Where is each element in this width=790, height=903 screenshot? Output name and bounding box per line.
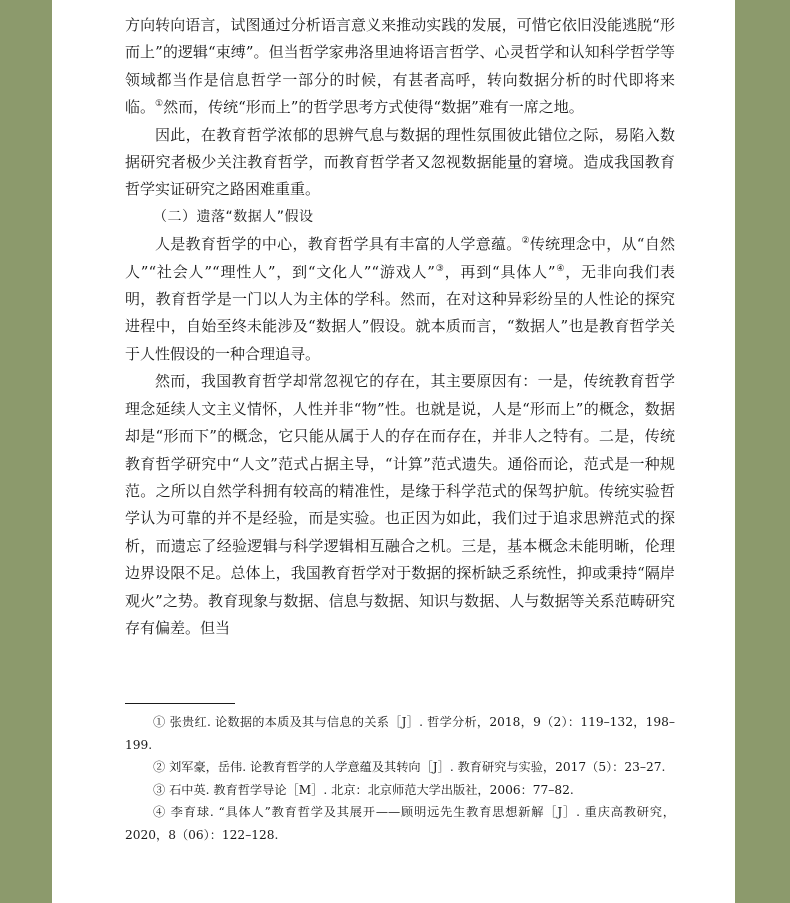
- section-heading: （二）遗落“数据人”假设: [153, 208, 314, 225]
- paragraph-1-tail: 然而，传统“形而上”的哲学思考方式使得“数据”难有一席之地。: [163, 98, 584, 117]
- footnote-ref-1[interactable]: ①: [155, 99, 164, 110]
- footnote-divider: [125, 703, 235, 704]
- paragraph-1-text: 方向转向语言，试图通过分析语言意义来推动实践的发展，可惜它依旧没能逃脱“形而上”的逻辑“束缚”。但当哲学家弗洛里迪将语言哲学、心灵哲学和认知科学哲学等领域都当作是信息哲学一部分的时候，有甚者高呼，转向数据分析的时代即将来临。: [125, 16, 675, 117]
- footnote-ref-4[interactable]: ④: [555, 263, 566, 274]
- footnote-3: ③ 石中英. 教育哲学导论［M］. 北京：北京师范大学出版社，2006：77–82.: [153, 782, 574, 797]
- body-text: [125, 12, 675, 642]
- footnote-1: ① 张贵红. 论数据的本质及其与信息的关系［J］. 哲学分析，2018，9（2）：119–132，198–199.: [125, 715, 675, 752]
- paragraph-3-part-d: ，无非向我们表明，教育哲学是一门以人为主体的学科。然而，在对这种异彩纷呈的人性论的探究进程中，自始至终未能涉及“数据人”假设。就本质而言，“数据人”也是教育哲学关于人性假设的一种合理追寻。: [125, 262, 675, 363]
- paragraph-2: 因此，在教育哲学浓郁的思辨气息与数据的理性氛围彼此错位之际，易陷入数据研究者极少关注教育哲学，而教育哲学者又忽视数据能量的窘境。造成我国教育哲学实证研究之路困难重重。: [125, 125, 675, 199]
- paragraph-3: [125, 231, 675, 368]
- footnote-4: ④ 李育球. “具体人”教育哲学及其展开——顾明远先生教育思想新解［J］. 重庆高教研究，2020，8（06）：122–128.: [125, 805, 675, 842]
- paragraph-3-part-c: ，再到“具体人”: [444, 262, 556, 281]
- paragraph-4: 然而，我国教育哲学却常忽视它的存在，其主要原因有：一是，传统教育哲学理念延续人文主义情怀，人性并非“物”性。也就是说，人是“形而上”的概念，数据却是“形而下”的概念，它只能从属于人的存在而存在，并非人之特有。二是，传统教育哲学研究中“人文”范式占据主导，“计算”范式遗失。通俗而论，范式是一种规范。之所以自然学科拥有较高的精准性，是缘于科学范式的保驾护航。传统实验哲学认为可靠的并不是经验，而是实验。也正因为如此，我们过于追求思辨范式的探析，而遗忘了经验逻辑与科学逻辑相互融合之机。三是，基本概念未能明晰，伦理边界设限不足。总体上，我国教育哲学对于数据的探析缺乏系统性，抑或秉持“隔岸观火”之势。教育现象与数据、信息与数据、知识与数据、人与数据等关系范畴研究存有偏差。但当: [125, 372, 675, 637]
- paragraph-3-part-a: 人是教育哲学的中心，教育哲学具有丰富的人学意蕴。: [155, 235, 522, 254]
- footnote-2: ② 刘军豪，岳伟. 论教育哲学的人学意蕴及其转向［J］. 教育研究与实验，2017（5）：23–27.: [153, 760, 666, 775]
- footnote-ref-3[interactable]: ③: [434, 263, 445, 274]
- paragraph-3-part-b: 传统理念中，从“自然人”“社会人”“理性人”，到“文化人”“游戏人”: [125, 235, 675, 281]
- document-page: [52, 0, 735, 903]
- footnote-ref-2[interactable]: ②: [521, 236, 530, 247]
- paragraph-1: [125, 12, 675, 122]
- footnotes: [125, 711, 675, 847]
